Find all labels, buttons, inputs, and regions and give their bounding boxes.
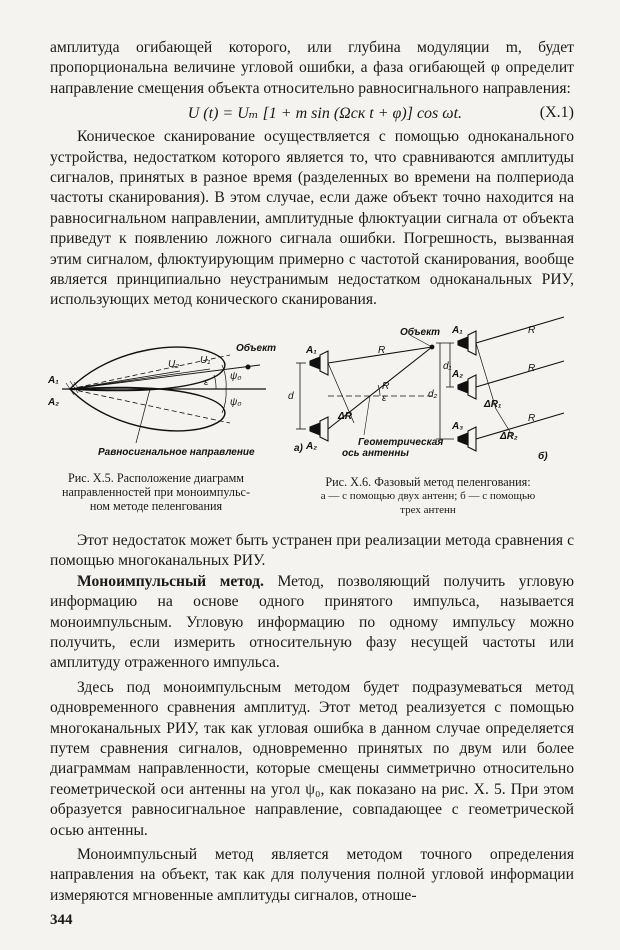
lower-lobe [70,387,225,431]
figures-row [40,324,574,527]
paragraph-3: Этот недостаток может быть устранен при реализации метода сравнения с помощью многоканальных РИУ. [50,531,574,570]
fig5-caption-line2: направленностей при моноимпульс- [61,484,251,499]
figure-x6-diagram [282,324,574,467]
fig6-label-d: d [288,390,294,402]
fig6-label-r1: R [378,344,386,356]
fig6-label-b-d2: d₂ [428,388,438,400]
label-equisignal: Равносигнальное направление [98,446,255,458]
fig6-label-a2: A₂ [306,440,318,452]
fig6-label-b-a3: A₃ [452,420,464,432]
fig6-label-object: Объект [400,326,441,338]
paragraph-2: Коническое сканирование осуществляется с помощью одноканального устройства, недостатком которого является то, что сравниваются амплитуды сигналов, принятых в разное время (разделенных во времени на полпериода частоты сканирования). В этом случае, если даже объект точно находится на равносигнальном направлении, амплитудные флюктуации сигнала от объекта приведут к появлению ложного сигнала ошибки. Погрешность, вызванная этим сигналом, флюктуирующим примерно с частотой сканирования, вообще является принципиально неустранимым недостатком одноканальных РИУ, использующих метод конического сканирования. [50,128,574,309]
fig5-caption-line3: ном методе пеленгования [89,498,223,513]
formula-expression: U (t) = Uₘ [1 + m sin (Ωск t + φ)] cos ωt. [187,105,463,123]
fig6-label-b-dr1: ΔR₁ [484,398,502,410]
fig6-label-r2: R [382,380,390,392]
fig6-label-b-r1: R [528,324,536,336]
fig6-label-panel-b: б) [538,450,548,462]
paragraph-4 [50,572,574,674]
label-psi-bottom: ψ₀ [230,396,242,408]
paragraph-4-body: Метод, позволяющий получить угловую информацию на основе одного принятого импульса, называется моноимпульсным. Угловую информацию по одному импульсу можно получить, если измерить относительную фазу несущей частоты или амплитуду отраженного импульса. [50,572,574,672]
label-psi-top: ψ₀ [230,370,242,382]
fig5-caption-line1: Рис. X.5. Расположение диаграмм [68,470,244,485]
paragraph-4-heading: Моноимпульсный метод. [77,572,264,590]
fig6-label-b-a1: A₁ [452,324,463,336]
fig6-label-dr: ΔR [338,410,352,422]
fig6-label-b-d1: d₁ [443,360,452,372]
fig6-label-b-r3: R [528,412,536,424]
label-u1: U₁ [200,354,211,366]
label-a1: A₁ [48,374,59,386]
fig6-label-geom-axis-1: Геометрическая [358,436,444,448]
lower-lobe-axis [70,389,230,423]
fig6-label-eps: ε [382,392,387,404]
paragraph-1: амплитуда огибающей которого, или глубина модуляции m, будет пропорциональна величине угловой ошибки, а фаза огибающей φ определит направление смещения объекта относительно равносигнального направления: [50,39,574,97]
fig6-caption-line1: Рис. X.6. Фазовый метод пеленгования: [325,474,531,489]
figure-x6 [282,324,574,527]
fig6-caption-line2: а — с помощью двух антенн; б — с помощью [320,489,536,502]
label-a2: A₂ [48,396,60,408]
object-point [246,364,251,369]
fig6-label-a1: A₁ [306,344,317,356]
fig6-label-panel-a: а) [294,442,303,454]
fig6-label-geom-axis-2: ось антенны [342,447,409,459]
formula-x1 [50,99,574,127]
fig6-label-b-r2: R [528,362,536,374]
fig6-label-b-a2: A₂ [452,368,464,380]
label-u2: U₂ [168,358,180,370]
fig6-caption-line3: трех антенн [400,503,456,516]
equisignal-pointer [136,389,150,443]
paragraph-6: Моноимпульсный метод является методом точного определения направления на объект, так как для получения полной угловой информации измеряются мгновенные амплитуды сигналов, отноше- [50,845,574,904]
panel-a-object-point [430,344,435,349]
fig6-label-b-dr2: ΔR₂ [500,430,518,442]
label-object: Объект [236,342,277,354]
upper-lobe [70,347,225,391]
page-number: 344 [50,912,73,928]
figure-x5 [40,327,277,527]
formula-number: (X.1) [539,104,574,122]
figure-x6-caption [282,475,574,517]
paragraph-5: Здесь под моноимпульсным методом будет подразумеваться метод одновременного сравнения амплитуд. Этот метод реализуется с помощью многоканальных РИУ, так как угловая ошибка в данном случае определяется путем сравнения сигналов, одновременно принятых по двум или более диаграммам направленности, которые смещены симметрично относительно геометрической оси антенны на угол ψ₀, как показано на рис. X. 5. При этом образуется равносигнальное направление, совпадающее с геометрической осью антенны. [50,678,574,839]
figure-x5-caption [40,471,272,513]
label-eps: ε [204,376,209,388]
figure-x5-diagram [40,327,277,459]
